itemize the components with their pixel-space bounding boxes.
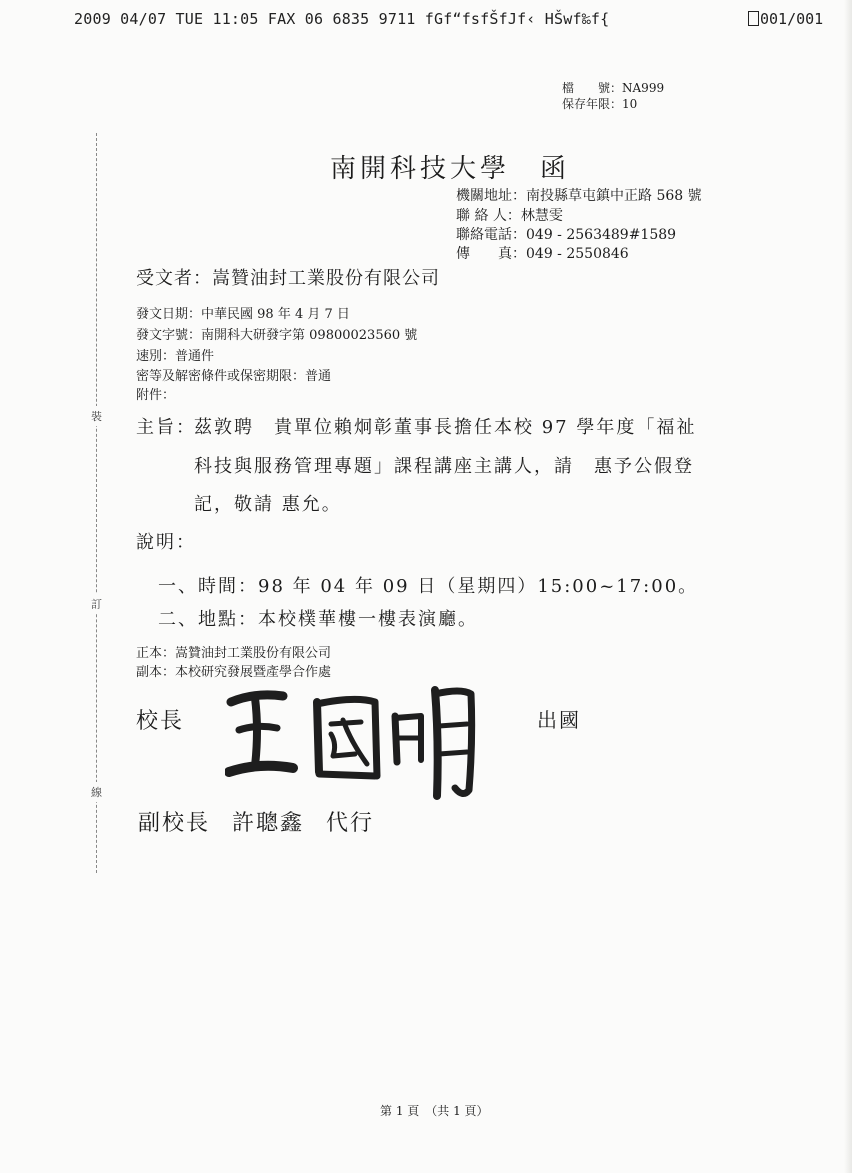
distribution-copy-label: 副本：: [136, 665, 176, 680]
contact-fax-value: 049 - 2550846: [526, 246, 629, 262]
attachment: [136, 384, 175, 403]
distribution-original-value: 嵩贊油封工業股份有限公司: [175, 646, 332, 661]
scan-edge-shadow: [844, 0, 852, 1173]
archive-file-value: NA999: [622, 81, 665, 95]
distribution-original: [136, 642, 331, 661]
document-title: 南開科技大學 函: [330, 154, 571, 184]
subject-line-2: 科技與服務管理專題」課程講座主講人，請 惠予公假登: [194, 456, 694, 477]
archive-file-label: 檔 號：: [562, 81, 623, 95]
recipient-label: 受文者：: [136, 268, 212, 289]
binding-mark-zhuang: 裝: [91, 406, 102, 426]
agency-address: [456, 185, 702, 205]
fax-page-count-text: 001/001: [760, 10, 824, 28]
vice-president-note: 代行: [326, 811, 375, 836]
issue-date-label: 發文日期：: [136, 307, 202, 322]
contact-person-value: 林慧雯: [520, 208, 563, 224]
fax-checkbox-icon: [748, 11, 759, 26]
distribution-original-label: 正本：: [136, 646, 176, 661]
delivery-speed-label: 速別：: [136, 349, 176, 364]
binding-mark-ding: 訂: [91, 594, 102, 614]
delivery-speed: [136, 345, 214, 364]
archive-retention: [562, 95, 637, 112]
archive-retention-value: 10: [622, 97, 638, 111]
contact-fax-label: 傳 真：: [456, 246, 526, 262]
delivery-speed-value: 普通件: [175, 349, 215, 364]
fax-page-count: [748, 10, 823, 28]
recipient: [136, 264, 440, 290]
vice-president-line: [138, 806, 374, 837]
secrecy-level-value: 普通: [305, 369, 332, 384]
archive-retention-label: 保存年限：: [562, 97, 623, 111]
issue-date: [136, 303, 350, 322]
explanation-label: 說明：: [136, 532, 196, 553]
vice-president-label: 副校長: [138, 811, 211, 836]
page-footer: 第 1 頁 （共 1 頁）: [380, 1104, 489, 1118]
contact-fax: [456, 243, 629, 263]
document-number-value: 南開科大研發字第 09800023560 號: [201, 328, 418, 343]
contact-phone-value: 049 - 2563489#1589: [526, 227, 677, 243]
distribution-copy-value: 本校研究發展暨產學合作處: [175, 665, 332, 680]
binding-line: [96, 133, 97, 873]
subject-line-3: 記，敬請 惠允。: [194, 494, 342, 515]
document-number: [136, 324, 417, 343]
archive-file-number: [562, 79, 664, 96]
explanation-item-2: 二、地點：本校樸華樓一樓表演廳。: [158, 609, 478, 630]
agency-address-label: 機關地址：: [456, 188, 526, 204]
contact-phone: [456, 224, 676, 244]
president-label: 校長: [136, 709, 185, 734]
contact-person-label: 聯 絡 人：: [456, 208, 521, 224]
president-note: 出國: [537, 708, 581, 732]
explanation-item-1: 一、時間：98 年 04 年 09 日（星期四）15:00~17:00。: [158, 576, 699, 597]
distribution-copy: [136, 661, 331, 680]
president-signature: [225, 680, 485, 800]
subject-label: 主旨：: [136, 417, 196, 438]
agency-address-value: 南投縣草屯鎮中正路 568 號: [526, 188, 702, 204]
fax-header-line: 2009 04/07 TUE 11:05 FAX 06 6835 9711 fGf“fsfŠfJf‹ HŠwf‰f{: [74, 10, 610, 28]
secrecy-level: [136, 365, 331, 384]
binding-mark-xian: 線: [91, 782, 102, 802]
contact-phone-label: 聯絡電話：: [456, 227, 526, 243]
recipient-value: 嵩贊油封工業股份有限公司: [212, 268, 440, 289]
contact-person: [456, 205, 563, 225]
attachment-label: 附件：: [136, 388, 176, 403]
secrecy-level-label: 密等及解密條件或保密期限：: [136, 369, 306, 384]
subject-line-1: 茲敦聘 貴單位賴炯彰董事長擔任本校 97 學年度「福祉: [194, 417, 697, 438]
document-number-label: 發文字號：: [136, 328, 202, 343]
vice-president-name: 許聰鑫: [232, 811, 305, 836]
issue-date-value: 中華民國 98 年 4 月 7 日: [201, 307, 350, 322]
